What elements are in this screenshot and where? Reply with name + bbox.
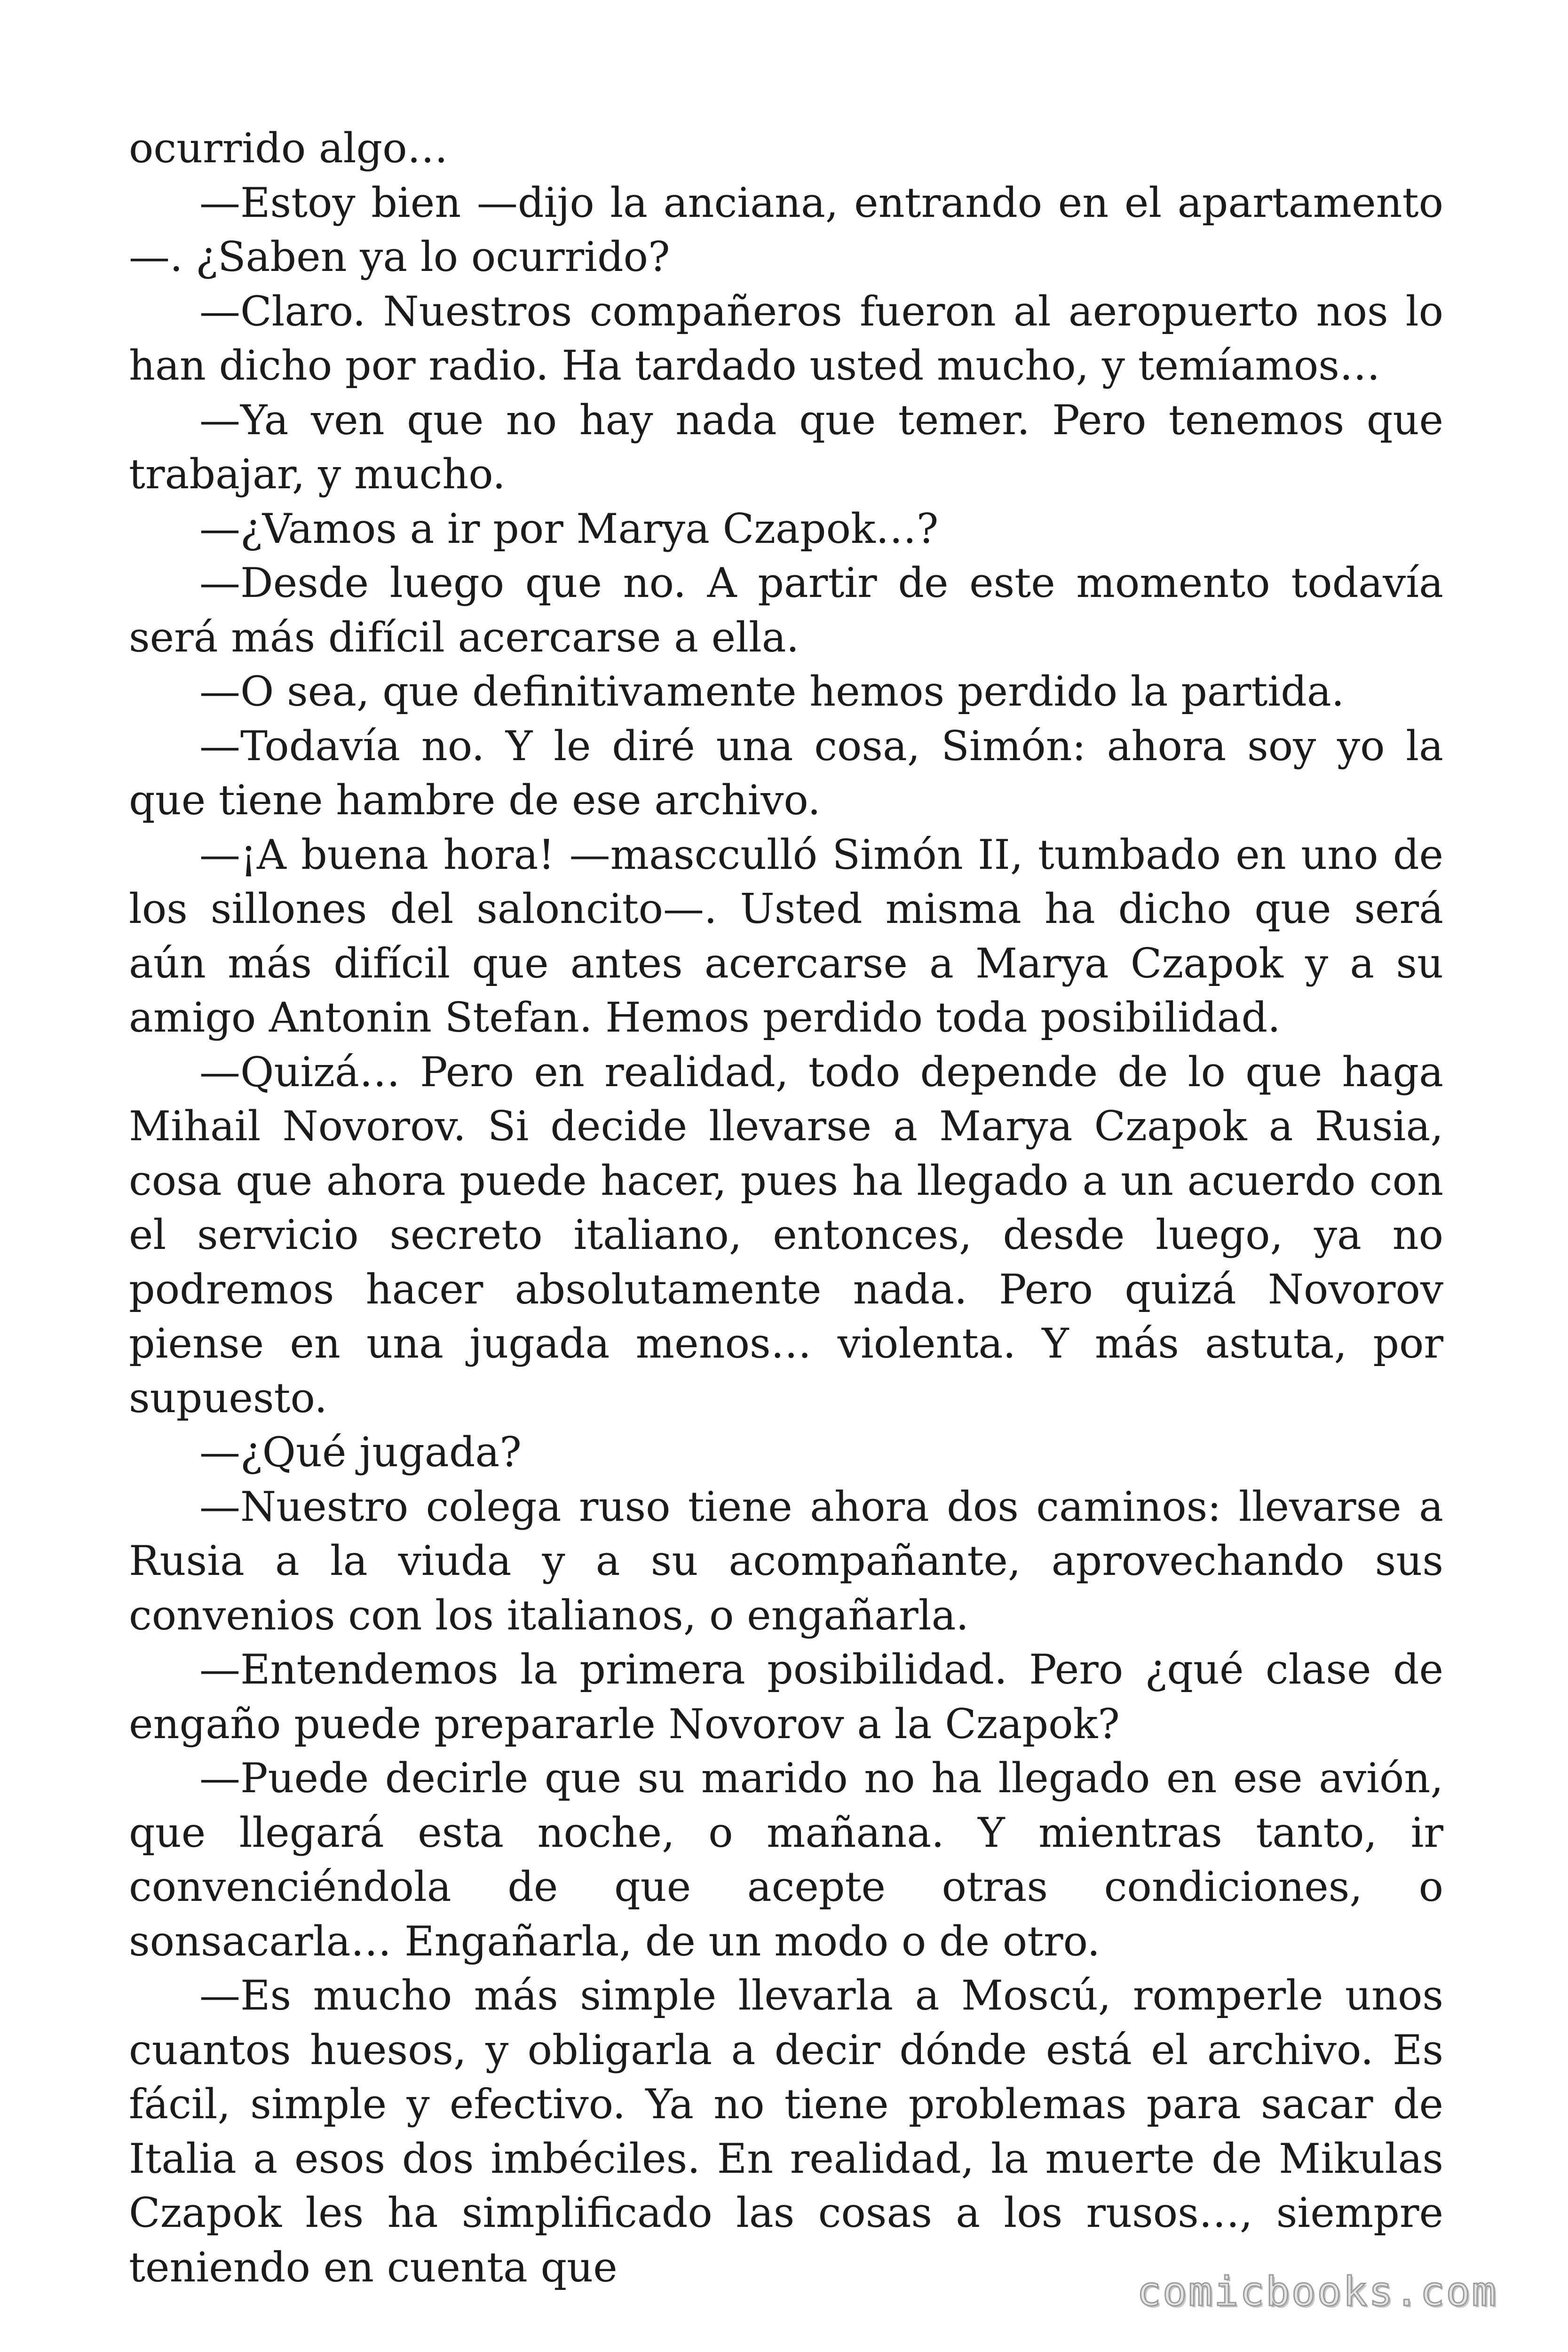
paragraph-continuation: ocurrido algo… bbox=[129, 124, 448, 172]
paragraph: —Claro. Nuestros compañeros fueron al aeropuerto nos lo han dicho por radio. Ha tardado usted mucho, y temíamos… bbox=[129, 287, 1443, 389]
book-page-text bbox=[129, 121, 1443, 2291]
paragraph: —Estoy bien —dijo la anciana, entrando en el apartamento—. ¿Saben ya lo ocurrido? bbox=[129, 178, 1443, 281]
paragraph: —Es mucho más simple llevarla a Moscú, romperle unos cuantos huesos, y obligarla a decir dónde está el archivo. Es fácil, simple y efectivo. Ya no tiene problemas para sacar de Italia a esos dos imbéciles. En realidad, la muerte de Mikulas Czapok les ha simplificado las cosas a los rusos…, siempre teniendo en cuenta que bbox=[129, 1971, 1443, 2291]
paragraph: —Desde luego que no. A partir de este momento todavía será más difícil acercarse a ella. bbox=[129, 559, 1443, 661]
paragraph: —Todavía no. Y le diré una cosa, Simón: ahora soy yo la que tiene hambre de ese archivo. bbox=[129, 722, 1443, 824]
watermark-logo: comicbooks.com bbox=[1137, 2268, 1497, 2315]
paragraph: —¿Vamos a ir por Marya Czapok…? bbox=[199, 504, 939, 553]
paragraph: —Puede decirle que su marido no ha llegado en ese avión, que llegará esta noche, o mañana. Y mientras tanto, ir convenciéndola de que acepte otras condiciones, o sonsacarla… Engañarla, de un modo o de otro. bbox=[129, 1754, 1443, 1965]
paragraph: —¿Qué jugada? bbox=[199, 1428, 522, 1476]
paragraph: —Nuestro colega ruso tiene ahora dos caminos: llevarse a Rusia a la viuda y a su acompañante, aprovechando sus convenios con los italianos, o engañarla. bbox=[129, 1482, 1443, 1639]
paragraph: —Quizá… Pero en realidad, todo depende de lo que haga Mihail Novorov. Si decide llevarse a Marya Czapok a Rusia, cosa que ahora puede hacer, pues ha llegado a un acuerdo con el servicio secreto italiano, entonces, desde luego, ya no podremos hacer absolutamente nada. Pero quizá Novorov piense en una jugada menos… violenta. Y más astuta, por supuesto. bbox=[129, 1048, 1443, 1422]
paragraph: —Ya ven que no hay nada que temer. Pero tenemos que trabajar, y mucho. bbox=[129, 396, 1443, 498]
paragraph: —Entendemos la primera posibilidad. Pero ¿qué clase de engaño puede prepararle Novorov a la Czapok? bbox=[129, 1645, 1443, 1748]
paragraph: —¡A buena hora! —mascculló Simón II, tumbado en uno de los sillones del saloncito—. Usted misma ha dicho que será aún más difícil que antes acercarse a Marya Czapok y a su amigo Antonin Stefan. Hemos perdido toda posibilidad. bbox=[129, 830, 1443, 1041]
paragraph: —O sea, que definitivamente hemos perdido la partida. bbox=[199, 667, 1345, 715]
